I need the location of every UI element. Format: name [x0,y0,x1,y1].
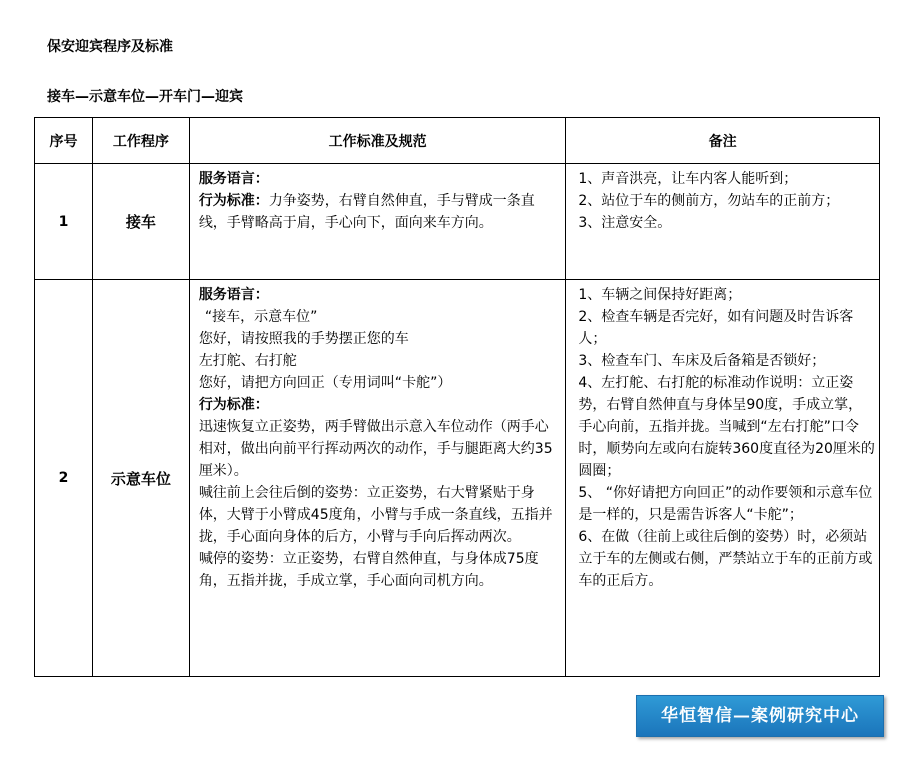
table-header-row [35,118,880,164]
standard-line [199,394,562,416]
standard-line [199,350,562,372]
document-subtitle: 接车—示意车位—开车门—迎宾 [47,89,243,105]
row-standard [189,280,566,677]
standard-line [199,168,562,190]
header-notes: 备注 [566,118,880,164]
note-item: 5、 “你好请把方向回正”的动作要领和示意车位是一样的，只是需告诉客人“卡舵”； [578,485,873,523]
note-item: 2、检查车辆是否完好，如有问题及时告诉客人； [578,309,854,347]
standard-text: 迅速恢复立正姿势，两手臂做出示意入车位动作（两手心相对，做出向前平行挥动两次的动作，手与腿距离大约35厘米）。 [198,419,553,479]
note-item: 3、检查车门、车床及后备箱是否锁好； [578,353,826,369]
standard-text: “接车，示意车位” [204,309,318,325]
row-number: 1 [35,164,93,280]
table-row [35,280,880,677]
note-item: 1、车辆之间保持好距离； [578,287,742,303]
row-notes [566,280,880,677]
standard-line [199,548,562,592]
header-seq: 序号 [35,118,93,164]
case-study-center-badge: 华恒智信—案例研究中心 [636,695,884,737]
standard-line [199,190,562,234]
row-procedure: 示意车位 [92,280,189,677]
standard-line [199,416,562,482]
standard-text: 左打舵、右打舵 [198,353,297,369]
standard-text: 您好，请按照我的手势摆正您的车 [198,331,409,347]
note-item: 4、左打舵、右打舵的标准动作说明：立正姿势，右臂自然伸直与身体呈90度，手成立掌，手心向前，五指并拢。当喊到“左右打舵”口令时，顺势向左或向右旋转360度直径为20厘米的圆圈； [578,375,875,479]
note-item: 6、在做（往前上或往后倒的姿势）时，必须站立于车的左侧或右侧，严禁站立于车的正前方或车的正后方。 [578,529,873,589]
standard-text: 您好，请把方向回正（专用词叫“卡舵”） [198,375,452,391]
header-standard: 工作标准及规范 [189,118,566,164]
row-standard [189,164,566,280]
table-row [35,164,880,280]
standard-label: 服务语言： [198,287,269,303]
procedure-table [34,117,880,677]
standard-text: 喊停的姿势：立正姿势，右臂自然伸直，与身体成75度角，五指并拢，手成立掌，手心面向司机方向。 [198,551,539,589]
row-number: 2 [35,280,93,677]
standard-label: 行为标准： [198,193,269,209]
standard-line [199,482,562,548]
header-procedure: 工作程序 [92,118,189,164]
standard-label: 服务语言： [198,171,269,187]
standard-label: 行为标准： [198,397,269,413]
standard-text: 力争姿势，右臂自然伸直，手与臂成一条直线，手臂略高于肩，手心向下，面向来车方向。 [198,193,535,231]
standard-line [199,372,562,394]
note-item: 2、站位于车的侧前方，勿站车的正前方； [578,193,840,209]
document-title: 保安迎宾程序及标准 [47,39,173,55]
standard-text: 喊往前上会往后倒的姿势：立正姿势，右大臂紧贴于身体，大臂于小臂成45度角，小臂与手成一条直线，五指并拢，手心面向身体的后方，小臂与手向后挥动两次。 [198,485,553,545]
note-item: 1、声音洪亮，让车内客人能听到； [578,171,798,187]
standard-line [199,284,562,306]
standard-line [199,328,562,350]
row-notes [566,164,880,280]
standard-line [199,306,562,328]
note-item: 3、注意安全。 [578,215,672,231]
row-procedure: 接车 [92,164,189,280]
